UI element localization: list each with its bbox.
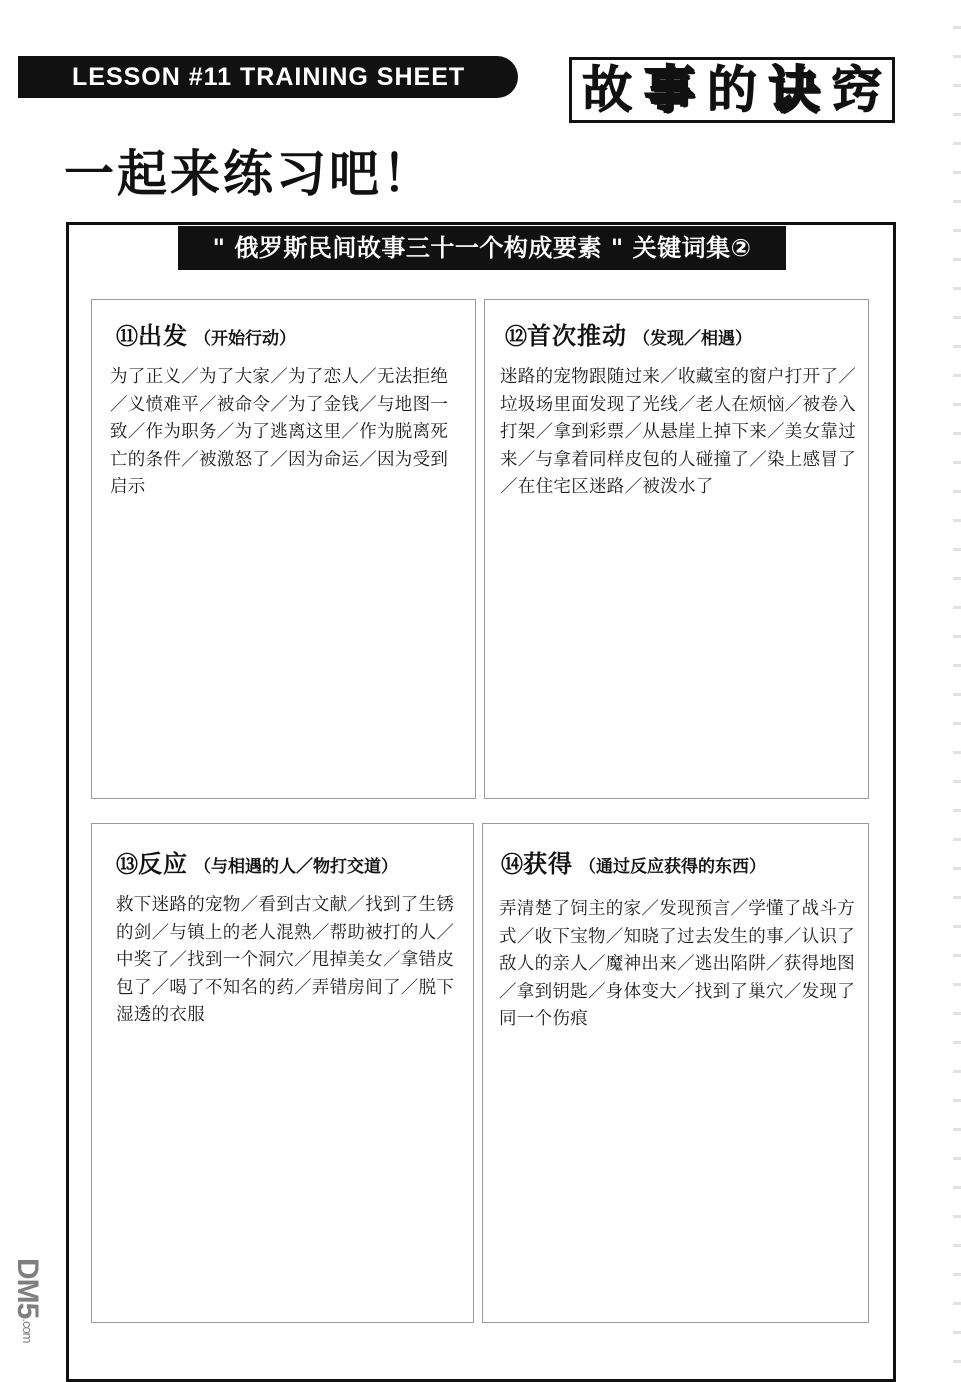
- panel-title: 获得: [523, 850, 574, 878]
- panel-heading: [116, 316, 296, 351]
- binding-edge-marks: [953, 0, 961, 1364]
- panel-title: 首次推动: [527, 322, 628, 350]
- panel-subtitle: （通过反应获得的东西）: [579, 857, 767, 877]
- panel-heading: [501, 844, 766, 879]
- panel-number: ⑪: [116, 325, 139, 350]
- panel-number: ⑫: [505, 325, 528, 350]
- book-logo: [569, 57, 895, 123]
- panel-subtitle: （开始行动）: [194, 329, 297, 349]
- site-watermark: [10, 1250, 44, 1350]
- panel-keywords: 为了正义／为了大家／为了恋人／无法拒绝／义愤难平／被命令／为了金钱／与地图一致／作为职务／为了逃离这里／作为脱离死亡的条件／被激怒了／因为命运／因为受到启示: [110, 367, 449, 497]
- logo-char: 窍: [831, 61, 882, 119]
- panel-keywords: 迷路的宠物跟随过来／收藏室的窗户打开了／垃圾场里面发现了光线／老人在烦恼／被卷入打架／拿到彩票／从悬崖上掉下来／美女靠过来／与拿着同样皮包的人碰撞了／染上感冒了／在住宅区迷路／被泼水了: [500, 367, 856, 497]
- panel-acquisition: [482, 823, 869, 1323]
- panel-heading: [116, 844, 398, 879]
- logo-char: 事: [644, 61, 695, 119]
- panel-number: ⑭: [501, 853, 524, 878]
- panel-title: 反应: [138, 850, 189, 878]
- page-title: 一起来练习吧！: [64, 145, 435, 203]
- panel-subtitle: （与相遇的人／物打交道）: [194, 857, 399, 877]
- logo-char: 诀: [769, 61, 820, 119]
- watermark-text: DM5: [11, 1257, 44, 1319]
- panel-reaction: [91, 823, 474, 1323]
- panel-title: 出发: [138, 322, 189, 350]
- section-subtitle: " 俄罗斯民间故事三十一个构成要素 " 关键词集②: [178, 226, 786, 270]
- panel-number: ⑬: [116, 853, 139, 878]
- panel-departure: [91, 299, 476, 799]
- panel-subtitle: （发现／相遇）: [633, 329, 753, 349]
- panel-heading: [505, 316, 752, 351]
- logo-char: 的: [706, 61, 757, 119]
- panel-first-push: [484, 299, 869, 799]
- panel-keywords: 弄清楚了饲主的家／发现预言／学懂了战斗方式／收下宝物／知晓了过去发生的事／认识了敌人的亲人／魔神出来／逃出陷阱／获得地图／拿到钥匙／身体变大／找到了巢穴／发现了同一个伤痕: [499, 899, 855, 1029]
- panel-keywords: 救下迷路的宠物／看到古文献／找到了生锈的剑／与镇上的老人混熟／帮助被打的人／中奖了／找到一个洞穴／甩掉美女／拿错皮包了／喝了不知名的药／弄错房间了／脱下湿透的衣服: [116, 895, 455, 1025]
- logo-char: 故: [582, 61, 633, 119]
- watermark-suffix: .com: [20, 1318, 35, 1343]
- lesson-banner: LESSON #11 TRAINING SHEET: [18, 56, 518, 98]
